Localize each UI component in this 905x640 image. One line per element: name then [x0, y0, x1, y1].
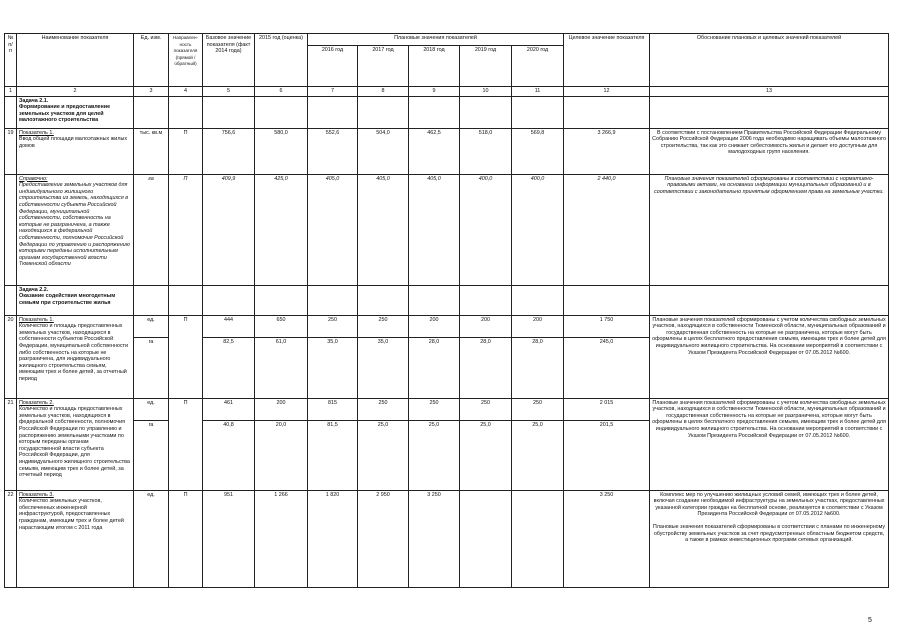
- base-cell: 444: [203, 315, 255, 337]
- value-cell: 815: [308, 398, 358, 420]
- header-rationale: Обоснование плановых и целевых значений показателей: [650, 34, 889, 87]
- target-cell: 201,5: [564, 420, 650, 490]
- base-cell: 951: [203, 490, 255, 587]
- indicator-name: Показатель 3. Количество земельных участков, обеспеченных инженерной инфраструктурой, предоставленных гражданам, имеющим трех и более детей нарастающим итогом с 2011 года: [17, 490, 134, 587]
- value-cell: 250: [409, 398, 460, 420]
- header-unit: Ед. изм.: [134, 34, 169, 87]
- col-number: 5: [203, 87, 255, 97]
- unit-cell: га: [134, 174, 169, 285]
- value-cell: 462,5: [409, 128, 460, 174]
- direction-cell: П: [169, 490, 203, 587]
- value-cell: 552,6: [308, 128, 358, 174]
- value-cell: [460, 490, 512, 587]
- direction-cell: П: [169, 398, 203, 420]
- value-cell: 61,0: [255, 337, 308, 398]
- row-number: 20: [5, 315, 17, 398]
- base-cell: 756,6: [203, 128, 255, 174]
- value-cell: 250: [358, 315, 409, 337]
- value-cell: 405,0: [358, 174, 409, 285]
- target-cell: 245,0: [564, 337, 650, 398]
- row-number: 22: [5, 490, 17, 587]
- value-cell: 200: [409, 315, 460, 337]
- col-number: 3: [134, 87, 169, 97]
- value-cell: 28,0: [460, 337, 512, 398]
- value-cell: 400,0: [460, 174, 512, 285]
- value-cell: 35,0: [358, 337, 409, 398]
- rationale-cell: Плановые значения показателей сформированы в соответствии с нормативно-правовыми актами, на основании информации муниципальных образований и в соответствии с законодательно принятым оформлением права на земельные участки.: [650, 174, 889, 285]
- table-row: [5, 128, 889, 174]
- value-cell: [512, 490, 564, 587]
- value-cell: 425,0: [255, 174, 308, 285]
- value-cell: 569,8: [512, 128, 564, 174]
- indicator-name: Показатель 1. Ввод общей площади малоэтажных жилых домов: [17, 128, 134, 174]
- value-cell: 81,5: [308, 420, 358, 490]
- target-cell: 3 250: [564, 490, 650, 587]
- col-number: 1: [5, 87, 17, 97]
- table-row: [5, 315, 889, 337]
- header-planned: Плановые значения показателей: [308, 34, 564, 46]
- rationale-cell: В соответствии с постановлением Правительства Российской Федерации Федеральному Собранию Российской Федерации 2006 года необходимо наращивать объемы малоэтажного строительства, так как это снижает себестоимость жилья и делает его доступным для малодоходных групп населения.: [650, 128, 889, 174]
- value-cell: 200: [512, 315, 564, 337]
- unit-cell: га: [134, 337, 169, 398]
- value-cell: 405,0: [409, 174, 460, 285]
- rationale-cell: Комплекс мер по улучшению жилищных условий семей, имеющих трех и более детей, включая создание необходимой инфраструктуры на земельных участках, предоставленных указанной категории граждан на бесплатной основе, реализуется в соответствии с Указом Президента Российской Федерации от 07.05.2012 №600. Плановые значения показателей сформированы в соответствии с планами по инженерному обустройству земельных участков за счет предусмотренных областным бюджетом средств, а также в рамках инвестиционных программ сетевых организаций.: [650, 490, 889, 587]
- header-2015: 2015 год (оценка): [255, 34, 308, 87]
- task-2-1: Задача 2.1. Формирование и предоставление земельных участков для целей малоэтажного строительства: [17, 96, 134, 128]
- value-cell: 405,0: [308, 174, 358, 285]
- value-cell: 2 950: [358, 490, 409, 587]
- target-cell: 2 440,0: [564, 174, 650, 285]
- value-cell: 518,0: [460, 128, 512, 174]
- header-2020: 2020 год: [512, 46, 564, 87]
- page-number: 5: [868, 617, 872, 624]
- col-number: 10: [460, 87, 512, 97]
- value-cell: 250: [358, 398, 409, 420]
- col-number: 13: [650, 87, 889, 97]
- value-cell: 504,0: [358, 128, 409, 174]
- value-cell: 25,0: [460, 420, 512, 490]
- column-numbers-row: [5, 87, 889, 97]
- task-2-2: Задача 2.2. Оказание содействия многодетным семьям при строительстве жилья: [17, 285, 134, 315]
- header-2018: 2018 год: [409, 46, 460, 87]
- direction-cell: П: [169, 174, 203, 285]
- base-cell: 409,9: [203, 174, 255, 285]
- value-cell: 28,0: [512, 337, 564, 398]
- unit-cell: ед.: [134, 490, 169, 587]
- table-row: [5, 398, 889, 420]
- value-cell: 200: [460, 315, 512, 337]
- indicators-table: [4, 33, 889, 588]
- indicator-name: Показатель 1. Количество и площадь предоставленных земельных участков, находящихся в собственности субъектов Российской Федерации, муниципальной собственности либо собственность на которые не разграничена, для индивидуального жилищного строительства семьям, имеющим трех и более детей, за отчетный период: [17, 315, 134, 398]
- value-cell: 650: [255, 315, 308, 337]
- value-cell: 1 820: [308, 490, 358, 587]
- header-target: Целевое значение показателя: [564, 34, 650, 87]
- col-number: 8: [358, 87, 409, 97]
- col-number: 9: [409, 87, 460, 97]
- value-cell: 25,0: [512, 420, 564, 490]
- rationale-cell: Плановые значения показателей сформированы с учетом количества свободных земельных участков, находящихся в собственности Тюменской области, муниципальных образований и государственная собственность на которые не разграничена, которые могут быть оформлены в целях бесплатного предоставления семьям, имеющим трех и более детей для индивидуального жилищного строительства. На основании мероприятий в соответствии с Указом Президента Российской Федерации от 07.05.2012 №600.: [650, 398, 889, 490]
- unit-cell: ед.: [134, 398, 169, 420]
- target-cell: 1 750: [564, 315, 650, 337]
- indicator-name: Справочно: Предоставление земельных участков для индивидуального жилищного строительства из земель, находящихся в собственности субъекта Российской Федерации, муниципальной собственности, собственность на которые не разграничена, а также находящихся в федеральной собственности, полномочия Российской Федерации по управлению и распоряжению которыми переданы исполнительным органам государственной власти Тюменской области: [17, 174, 134, 285]
- value-cell: 28,0: [409, 337, 460, 398]
- value-cell: 3 250: [409, 490, 460, 587]
- indicator-name: Показатель 2. Количество и площадь предоставленных земельных участков, находящихся в федеральной собственности, полномочия Российской Федерации по управлению и распоряжению земельными участками по которым переданы органам государственной власти субъекта Российской Федерации, для индивидуального жилищного строительства семьям, имеющим трех и более детей, за отчетный период: [17, 398, 134, 490]
- header-base-value: Базовое значение показателя (факт 2014 года): [203, 34, 255, 87]
- direction-cell: П: [169, 128, 203, 174]
- header-2019: 2019 год: [460, 46, 512, 87]
- col-number: 4: [169, 87, 203, 97]
- base-cell: 461: [203, 398, 255, 420]
- task-row: [5, 96, 889, 128]
- unit-cell: ед.: [134, 315, 169, 337]
- value-cell: 20,0: [255, 420, 308, 490]
- rationale-cell: Плановые значения показателей сформированы с учетом количества свободных земельных участков, находящихся в собственности Тюменской области, муниципальных образований и государственная собственность на которые не разграничена, которые могут быть оформлены в целях бесплатного предоставления семьям, имеющим трех и более детей для индивидуального жилищного строительства. На основании мероприятий в соответствии с Указом Президента Российской Федерации от 07.05.2012 №600.: [650, 315, 889, 398]
- header-name: Наименование показателя: [17, 34, 134, 87]
- row-number: 19: [5, 128, 17, 174]
- value-cell: 580,0: [255, 128, 308, 174]
- table-row: [5, 174, 889, 285]
- value-cell: 250: [308, 315, 358, 337]
- value-cell: 250: [512, 398, 564, 420]
- task-row: [5, 285, 889, 315]
- col-number: 11: [512, 87, 564, 97]
- header-2017: 2017 год: [358, 46, 409, 87]
- base-cell: 40,8: [203, 420, 255, 490]
- value-cell: 25,0: [358, 420, 409, 490]
- col-number: 12: [564, 87, 650, 97]
- direction-cell: П: [169, 315, 203, 337]
- col-number: 7: [308, 87, 358, 97]
- header-2016: 2016 год: [308, 46, 358, 87]
- header-number: № п/п: [5, 34, 17, 87]
- target-cell: 3 266,9: [564, 128, 650, 174]
- value-cell: 35,0: [308, 337, 358, 398]
- value-cell: 200: [255, 398, 308, 420]
- row-number: 21: [5, 398, 17, 490]
- base-cell: 82,5: [203, 337, 255, 398]
- col-number: 6: [255, 87, 308, 97]
- table-row: [5, 490, 889, 587]
- target-cell: 2 015: [564, 398, 650, 420]
- unit-cell: га: [134, 420, 169, 490]
- value-cell: 1 266: [255, 490, 308, 587]
- value-cell: 250: [460, 398, 512, 420]
- value-cell: 25,0: [409, 420, 460, 490]
- unit-cell: тыс. кв.м: [134, 128, 169, 174]
- header-direction: Направлен- ность показателя (прямой / обратный): [169, 34, 203, 87]
- col-number: 2: [17, 87, 134, 97]
- value-cell: 400,0: [512, 174, 564, 285]
